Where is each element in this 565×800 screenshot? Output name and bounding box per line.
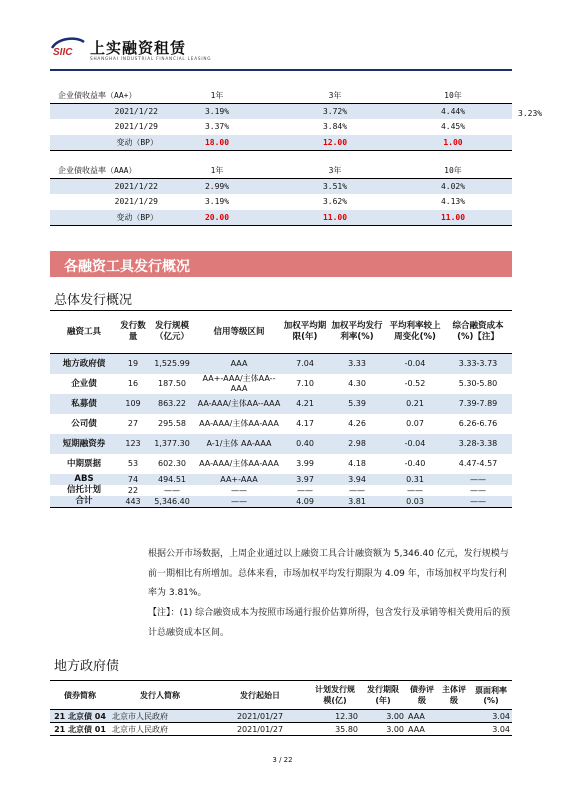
table-header-row <box>50 311 512 354</box>
table-cell: 74 <box>118 474 148 485</box>
table-cell: 5,346.40 <box>148 496 196 508</box>
table-cell: 35.80 <box>310 723 360 736</box>
header-cell: 加权平均期限(年) <box>282 311 328 354</box>
table-cell: 公司债 <box>71 418 97 429</box>
table-cell: 3.04 <box>470 723 512 736</box>
cell-value: 3.19% <box>204 197 230 206</box>
table-cell: 企业债 <box>71 378 97 389</box>
cell-value: 3.51% <box>276 179 394 195</box>
table-row <box>50 354 512 375</box>
table-cell: 5.30-5.80 <box>458 379 498 388</box>
table-cell: 2021/01/27 <box>210 710 310 723</box>
table-cell: 3.33 <box>328 354 386 375</box>
table-cell: -0.04 <box>386 434 444 454</box>
table-row <box>50 374 512 394</box>
table-cell: —— <box>470 485 486 495</box>
table-cell: 19 <box>118 354 148 375</box>
section-title: 各融资工具发行概况 <box>64 259 190 275</box>
yield-table-aaa <box>50 163 512 226</box>
col-10y: 10年 <box>394 88 512 104</box>
change-value: 20.00 <box>158 210 276 226</box>
table-cell: 2.98 <box>328 434 386 454</box>
row-date: 2021/1/22 <box>104 104 158 120</box>
table-cell: 123 <box>118 434 148 454</box>
summary-paragraph: 根据公开市场数据，上周企业通过以上融资工具合计融资额为 5,346.40 亿元，发行规模与前一期相比有所增加。总体来看，市场加权平均发行期限为 4.09 年，市场加权平均发行利率为 3.81%。 <box>148 549 509 598</box>
yield-table-title: 企业债收益率（AAA） <box>50 163 158 179</box>
table-row <box>50 454 512 474</box>
table-cell: 6.26-6.76 <box>458 419 498 428</box>
table-cell: 109 <box>118 394 148 414</box>
table-cell: 中期票据 <box>66 458 101 469</box>
table-cell: —— <box>349 485 365 495</box>
header-cell: 发行数量 <box>118 311 148 354</box>
table-cell: 信托计划 <box>66 485 101 496</box>
yield-table-aa-plus <box>50 88 512 151</box>
cell-value: 3.84% <box>322 122 348 131</box>
change-value: 11.00 <box>276 210 394 226</box>
cell-value: 3.72% <box>276 104 394 120</box>
table-cell: AAA <box>196 354 282 375</box>
change-value: 1.00 <box>394 135 512 151</box>
cell-value: 3.62% <box>322 197 348 206</box>
table-cell: 22 <box>127 485 139 495</box>
table-cell: 短期融资券 <box>50 434 118 454</box>
table-cell: 2021/01/27 <box>210 723 310 736</box>
yield-table-title: 企业债收益率（AA+） <box>50 88 158 104</box>
table-cell: 3.00 <box>360 723 406 736</box>
table-cell: 3.28-3.38 <box>444 434 512 454</box>
row-date: 2021/1/29 <box>114 122 158 131</box>
header-cell: 票面利率(%) <box>470 681 512 710</box>
table-cell: 3.81 <box>328 496 386 508</box>
header-cell: 发行规模（亿元） <box>148 311 196 354</box>
table-cell: AAA <box>406 723 438 736</box>
table-cell: 443 <box>118 496 148 508</box>
table-cell: AA-AAA/主体AA-AAA <box>199 419 279 428</box>
page-number: 3 / 22 <box>272 756 293 764</box>
col-3y: 3年 <box>276 88 394 104</box>
table-cell: 北京市人民政府 <box>110 710 210 723</box>
table-cell: 北京市人民政府 <box>110 723 210 736</box>
table-cell: 0.03 <box>386 496 444 508</box>
header-cell: 主体评级 <box>438 681 470 710</box>
table-row <box>50 394 512 414</box>
table-cell: 21 北京债 01 <box>50 723 110 736</box>
table-cell: 私募债 <box>50 394 118 414</box>
table-cell <box>438 723 470 736</box>
table-cell: 16 <box>127 379 139 388</box>
company-logo-icon <box>50 36 86 58</box>
header-divider <box>50 69 512 71</box>
table-cell: —— <box>231 485 247 495</box>
table-cell: 602.30 <box>158 459 186 468</box>
logo-company-name-en: SHANGHAI INDUSTRIAL FINANCIAL LEASING <box>90 56 212 61</box>
table-cell: 3.94 <box>328 474 386 485</box>
table-cell: 187.50 <box>158 379 186 388</box>
header-cell: 发行起始日 <box>210 681 310 710</box>
table-cell: 地方政府债 <box>50 354 118 375</box>
cell-value: 2.99% <box>158 179 276 195</box>
table-cell: 7.10 <box>296 379 314 388</box>
row-date: 2021/1/29 <box>114 197 158 206</box>
table-cell: 0.07 <box>406 419 424 428</box>
table-cell: -0.04 <box>386 354 444 375</box>
cell-value: 4.44% <box>394 104 512 120</box>
cell-value: 4.02% <box>394 179 512 195</box>
table-cell <box>438 710 470 723</box>
table-cell: 3.33-3.73 <box>444 354 512 375</box>
table-cell: AA-AAA/主体AA-AAA <box>199 459 279 468</box>
table-cell: 21 北京债 04 <box>50 710 110 723</box>
table-header-row <box>50 681 512 710</box>
table-cell: 3.99 <box>296 459 314 468</box>
table-cell: 12.30 <box>310 710 360 723</box>
table-cell: AAA <box>406 710 438 723</box>
table-cell: —— <box>297 485 313 495</box>
header-cell: 加权平均发行利率(%) <box>328 311 386 354</box>
table-row <box>50 710 512 723</box>
header-cell: 计划发行规模(亿) <box>310 681 360 710</box>
table-cell: 494.51 <box>148 474 196 485</box>
header-cell: 债券简称 <box>50 681 110 710</box>
subsection-title-local-gov: 地方政府债 <box>54 659 120 674</box>
col-1y: 1年 <box>158 163 276 179</box>
table-row <box>50 474 512 485</box>
header-cell: 综合融资成本(%)【注】 <box>444 311 512 354</box>
header-cell: 平均利率较上周变化(%) <box>386 311 444 354</box>
note-paragraph: 【注】：(1) 综合融资成本为按照市场通行报价估算所得，包含发行及承销等相关费用后的预计总融资成本区间。 <box>148 608 511 638</box>
table-cell: 4.09 <box>282 496 328 508</box>
table-cell: 53 <box>127 459 139 468</box>
table-cell: AA+-AAA <box>196 474 282 485</box>
table-cell: 4.30 <box>348 379 366 388</box>
cell-value: 4.13% <box>440 197 466 206</box>
cell-value: 3.37% <box>204 122 230 131</box>
table-cell: -0.40 <box>404 459 426 468</box>
table-cell: 1,525.99 <box>148 354 196 375</box>
table-cell: 7.39-7.89 <box>444 394 512 414</box>
table-cell: 3.04 <box>470 710 512 723</box>
header-cell: 发行期限(年) <box>360 681 406 710</box>
change-label: 变动（BP） <box>104 210 158 226</box>
table-cell: —— <box>444 496 512 508</box>
header-cell: 发行人简称 <box>110 681 210 710</box>
header-cell: 债券评级 <box>406 681 438 710</box>
table-cell: 1,377.30 <box>148 434 196 454</box>
table-cell: 3.97 <box>282 474 328 485</box>
table-cell: 0.40 <box>282 434 328 454</box>
table-cell: 5.39 <box>328 394 386 414</box>
change-value: 11.00 <box>394 210 512 226</box>
table-cell: 27 <box>127 419 139 428</box>
table-cell: 7.04 <box>282 354 328 375</box>
table-row <box>50 723 512 736</box>
table-cell: 4.26 <box>348 419 366 428</box>
table-cell: —— <box>407 485 423 495</box>
change-value: 18.00 <box>158 135 276 151</box>
table-cell: 863.22 <box>148 394 196 414</box>
table-cell: 4.17 <box>296 419 314 428</box>
table-cell: 295.58 <box>158 419 186 428</box>
table-cell: 0.31 <box>386 474 444 485</box>
change-label: 变动（BP） <box>104 135 158 151</box>
table-row <box>50 485 512 496</box>
col-10y: 10年 <box>394 163 512 179</box>
header-cell: 信用等级区间 <box>196 311 282 354</box>
table-cell: AA-AAA/主体AA--AAA <box>196 394 282 414</box>
col-3y: 3年 <box>276 163 394 179</box>
col-1y: 1年 <box>158 88 276 104</box>
issuance-table <box>50 310 512 508</box>
side-note: 3.23% <box>518 109 543 118</box>
table-cell: 4.47-4.57 <box>458 459 498 468</box>
local-gov-bond-table <box>50 680 512 736</box>
cell-value: 4.45% <box>440 122 466 131</box>
table-cell: —— <box>444 474 512 485</box>
change-value: 12.00 <box>276 135 394 151</box>
table-row <box>50 414 512 434</box>
table-cell: 0.21 <box>386 394 444 414</box>
table-row <box>50 496 512 508</box>
table-cell: —— <box>196 496 282 508</box>
table-cell: -0.52 <box>404 379 426 388</box>
table-cell: —— <box>164 485 180 495</box>
table-cell: 合计 <box>50 496 118 508</box>
table-cell: ABS <box>50 474 118 485</box>
logo-company-name: 上实融资租赁 <box>90 39 187 57</box>
table-cell: 4.18 <box>348 459 366 468</box>
header-cell: 融资工具 <box>50 311 118 354</box>
row-date: 2021/1/22 <box>104 179 158 195</box>
table-cell: AA+-AAA/主体AA--AAA <box>202 374 276 393</box>
table-cell: A-1/主体 AA-AAA <box>196 434 282 454</box>
table-row <box>50 434 512 454</box>
svg-text:SIIC: SIIC <box>53 47 73 58</box>
subsection-title: 总体发行概况 <box>54 293 133 308</box>
table-cell: 4.21 <box>282 394 328 414</box>
cell-value: 3.19% <box>158 104 276 120</box>
table-cell: 3.00 <box>360 710 406 723</box>
